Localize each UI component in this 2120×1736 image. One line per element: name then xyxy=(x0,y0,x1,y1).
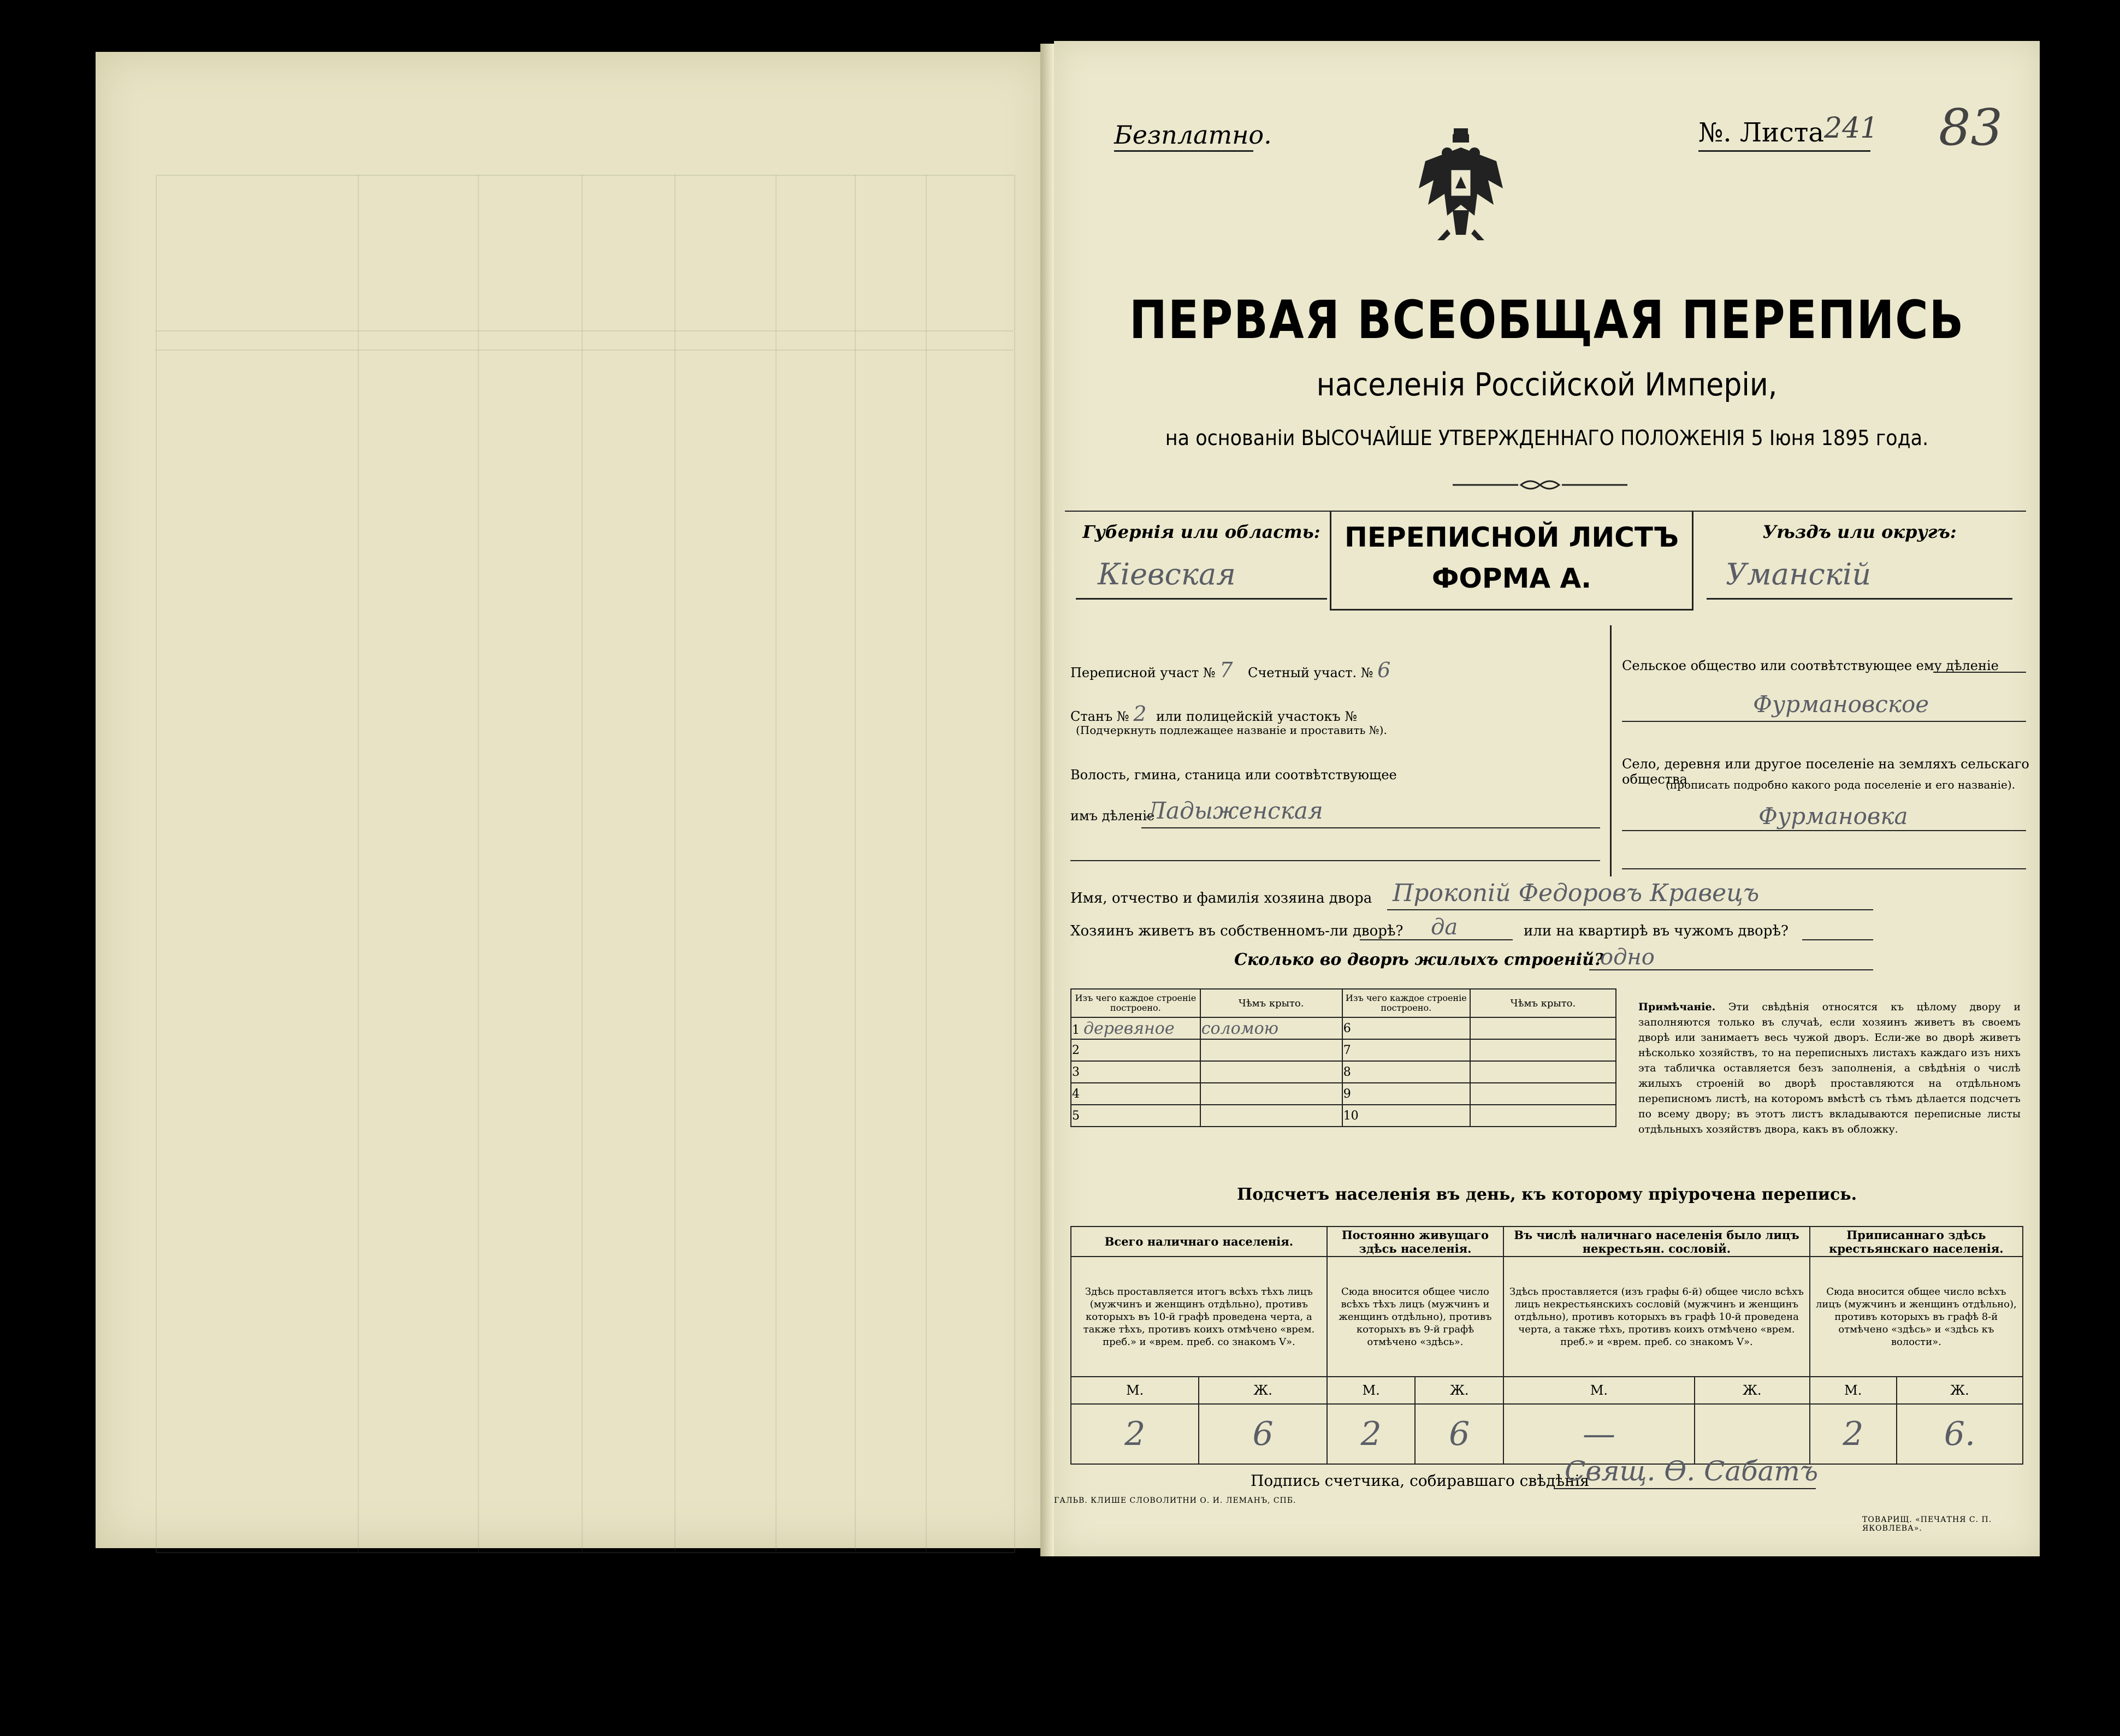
col4-m: 2 xyxy=(1810,1404,1897,1464)
row1-material: деревяное xyxy=(1083,1018,1175,1038)
col-roof-header-2: Чѣмъ крыто. xyxy=(1470,989,1616,1017)
owner-label: Имя, отчество и фамилія хозяина двора xyxy=(1070,890,1372,906)
sheet-title: ПЕРЕПИСНОЙ ЛИСТЪ xyxy=(1345,522,1679,553)
counting-district-label: Счетный участ. № xyxy=(1248,665,1373,680)
own-yard-value: да xyxy=(1431,915,1458,940)
faint-grid xyxy=(156,175,1015,1553)
village-value: Фурмановка xyxy=(1758,803,1908,830)
col4-desc: Сюда вносится общее число всѣхъ лицъ (мужчинъ и женщинъ отдѣльно), противъ которыхъ въ графѣ 8-й отмѣчено «здѣсь» и «здѣсь къ волости». xyxy=(1810,1257,2023,1377)
col1-m: 2 xyxy=(1071,1404,1199,1464)
imprint-left: ГАЛЬВ. КЛИШЕ СЛОВОЛИТНИ О. И. ЛЕМАНЪ, СПБ. xyxy=(1054,1496,1296,1505)
count-section-title: Подсчетъ населенія въ день, къ которому пріурочена перепись. xyxy=(1236,1185,1857,1204)
table-row: 2 7 xyxy=(1071,1039,1616,1061)
census-title: ПЕРВАЯ ВСЕОБЩАЯ ПЕРЕПИСЬ xyxy=(1129,289,1965,351)
rent-label: или на квартирѣ въ чужомъ дворѣ? xyxy=(1524,923,1789,939)
table-row: 1 деревяное соломою 6 xyxy=(1071,1017,1616,1039)
ornament-divider-icon xyxy=(1453,478,1627,492)
census-sheet-page xyxy=(1054,41,2040,1556)
sheet-number-handwritten: 241 xyxy=(1824,112,1879,145)
col4-header: Приписаннаго здѣсь крестьянскаго населенія. xyxy=(1810,1227,2023,1257)
col1-f: 6 xyxy=(1199,1404,1327,1464)
table-row: 4 9 xyxy=(1071,1083,1616,1105)
col-material-header: Изъ чего каждое строеніе построено. xyxy=(1071,989,1200,1017)
col1-desc: Здѣсь проставляется итогъ всѣхъ тѣхъ лицъ (мужчинъ и женщинъ отдѣльно), противъ которыхъ въ 10-й графѣ проведена черта, а также тѣхъ, противъ коихъ отмѣчено «врем. преб.» и «врем. преб. со знакомъ V». xyxy=(1071,1257,1327,1377)
table-row: 3 8 xyxy=(1071,1061,1616,1083)
police-label: или полицейскій участокъ № xyxy=(1156,709,1358,724)
col4-f: 6. xyxy=(1897,1404,2023,1464)
col-material-header-2: Изъ чего каждое строеніе построено. xyxy=(1342,989,1470,1017)
district-label: Уѣздъ или округъ: xyxy=(1762,522,1957,542)
col2-m: 2 xyxy=(1327,1404,1416,1464)
volost-label-1: Волость, гмина, станица или соотвѣтствующее xyxy=(1070,767,1397,783)
population-count-table: Всего наличнаго населенія. Постоянно живущаго здѣсь населенія. Въ числѣ наличнаго населенія было лицъ некрестьян. сословій. Приписаннаго здѣсь крестьянскаго населенія. Здѣсь проставляется итогъ всѣхъ тѣхъ лицъ (мужчинъ и женщинъ отдѣльно), противъ которыхъ въ 10-й графѣ проведена черта, а также тѣхъ, противъ коихъ отмѣчено «врем. преб.» и «врем. преб. со знакомъ V». Сюда вносится общее число всѣхъ тѣхъ лицъ (мужчинъ и женщинъ отдѣльно), противъ которыхъ въ 9-й графѣ отмѣчено «здѣсь». Здѣсь проставляется (изъ графы 6-й) общее число всѣхъ лицъ некрестьянскихъ сословій (мужчинъ и женщинъ отдѣльно), противъ которыхъ въ графѣ 10-й проведена черта, а также тѣхъ, противъ коихъ отмѣчено «врем. преб.» и «врем. преб. со знакомъ V». Сюда вносится общее число всѣхъ лицъ (мужчинъ и женщинъ отдѣльно), противъ которыхъ въ графѣ 8-й отмѣчено «здѣсь» и «здѣсь къ волости». М. Ж. М. Ж. М. Ж. М. Ж. 2 6 2 6 — 2 6. xyxy=(1070,1226,2023,1465)
buildings-value: одно xyxy=(1600,945,1655,970)
sheet-number-label: №. Листа xyxy=(1698,117,1825,148)
own-yard-label: Хозяинъ живетъ въ собственномъ-ли дворѣ? xyxy=(1070,923,1404,939)
stan-label: Станъ № xyxy=(1070,709,1129,724)
community-value: Фурмановское xyxy=(1753,691,1929,718)
free-label: Безплатно. xyxy=(1114,120,1272,150)
row1-roof: соломою xyxy=(1201,1018,1279,1038)
village-note: (прописать подробно какого рода поселеніе и его названіе). xyxy=(1666,778,2015,791)
archive-number-handwritten: 83 xyxy=(1939,98,2003,157)
form-name: ФОРМА А. xyxy=(1431,562,1592,594)
col3-header: Въ числѣ наличнаго населенія было лицъ некрестьян. сословій. xyxy=(1503,1227,1810,1257)
census-district-value: 7 xyxy=(1219,658,1233,682)
col3-m: — xyxy=(1503,1404,1695,1464)
province-label: Губернія или область: xyxy=(1082,522,1320,542)
province-value: Кіевская xyxy=(1098,557,1236,591)
col-roof-header: Чѣмъ крыто. xyxy=(1200,989,1342,1017)
note-text: Примѣчаніе. Эти свѣдѣнія относятся къ цѣлому двору и заполняются только въ случаѣ, если хозяинъ живетъ въ своемъ дворѣ или занимаетъ весь чужой дворъ. Если-же во дворѣ живетъ нѣсколько хозяйствъ, то на переписныхъ листахъ каждаго изъ нихъ эта табличка оставляется безъ заполненія, а свѣдѣнія о числѣ жилыхъ строеній во дворѣ проставляются на отдѣльномъ переписномъ листѣ, на которомъ вмѣстѣ съ тѣмъ дѣлается подсчетъ по всему двору; въ этотъ листъ вкладываются переписные листы отдѣльныхъ хозяйствъ двора, какъ въ обложку. xyxy=(1638,1001,2021,1135)
census-subtitle: населенія Россійской Имперіи, xyxy=(1316,366,1778,403)
table-row: 5 10 xyxy=(1071,1105,1616,1127)
volost-label-2: имъ дѣленіе xyxy=(1070,808,1155,823)
sheet-number-underline xyxy=(1698,150,1870,152)
left-page xyxy=(96,52,1049,1548)
underline-note: (Подчеркнуть подлежащее названіе и проставить №). xyxy=(1076,724,1387,737)
signature-value: Свящ. Ѳ. Сабатъ xyxy=(1565,1455,1819,1487)
village-label: Село, деревня или другое поселеніе на земляхъ сельскаго общества xyxy=(1622,756,2029,787)
col1-header: Всего наличнаго населенія. xyxy=(1071,1227,1327,1257)
buildings-table xyxy=(1070,988,1616,1127)
signature-label: Подпись счетчика, собиравшаго свѣдѣнія xyxy=(1251,1472,1590,1490)
owner-value: Прокопій Федоровъ Кравецъ xyxy=(1393,879,1760,907)
community-label: Сельское общество или соотвѣтствующее ему дѣленіе xyxy=(1622,658,1999,673)
col3-desc: Здѣсь проставляется (изъ графы 6-й) общее число всѣхъ лицъ некрестьянскихъ сословій (мужчинъ и женщинъ отдѣльно), противъ которыхъ въ графѣ 10-й проведена черта, а также тѣхъ, противъ коихъ отмѣчено «врем. преб.» и «врем. преб. со знакомъ V». xyxy=(1503,1257,1810,1377)
counting-district-value: 6 xyxy=(1377,658,1391,682)
stan-value: 2 xyxy=(1133,702,1147,726)
col2-header: Постоянно живущаго здѣсь населенія. xyxy=(1327,1227,1503,1257)
double-headed-eagle-icon xyxy=(1414,123,1507,248)
free-underline xyxy=(1114,150,1253,152)
locality-divider xyxy=(1610,625,1612,876)
district-value: Уманскій xyxy=(1726,557,1872,591)
imprint-right: ТОВАРИЩ. «ПЕЧАТНЯ С. П. ЯКОВЛЕВА». xyxy=(1862,1515,1992,1533)
col2-desc: Сюда вносится общее число всѣхъ тѣхъ лицъ (мужчинъ и женщинъ отдѣльно), противъ которыхъ въ 9-й графѣ отмѣчено «здѣсь». xyxy=(1327,1257,1503,1377)
census-basis: на основаніи ВЫСОЧАЙШЕ УТВЕРЖДЕННАГО ПОЛОЖЕНІЯ 5 Іюня 1895 года. xyxy=(1165,426,1929,450)
buildings-label: Сколько во дворѣ жилыхъ строеній? xyxy=(1234,950,1604,969)
note-lead: Примѣчаніе. xyxy=(1638,1001,1716,1013)
col2-f: 6 xyxy=(1415,1404,1503,1464)
volost-value: Ладыженская xyxy=(1147,797,1323,824)
census-district-label: Переписной участ № xyxy=(1070,665,1216,680)
